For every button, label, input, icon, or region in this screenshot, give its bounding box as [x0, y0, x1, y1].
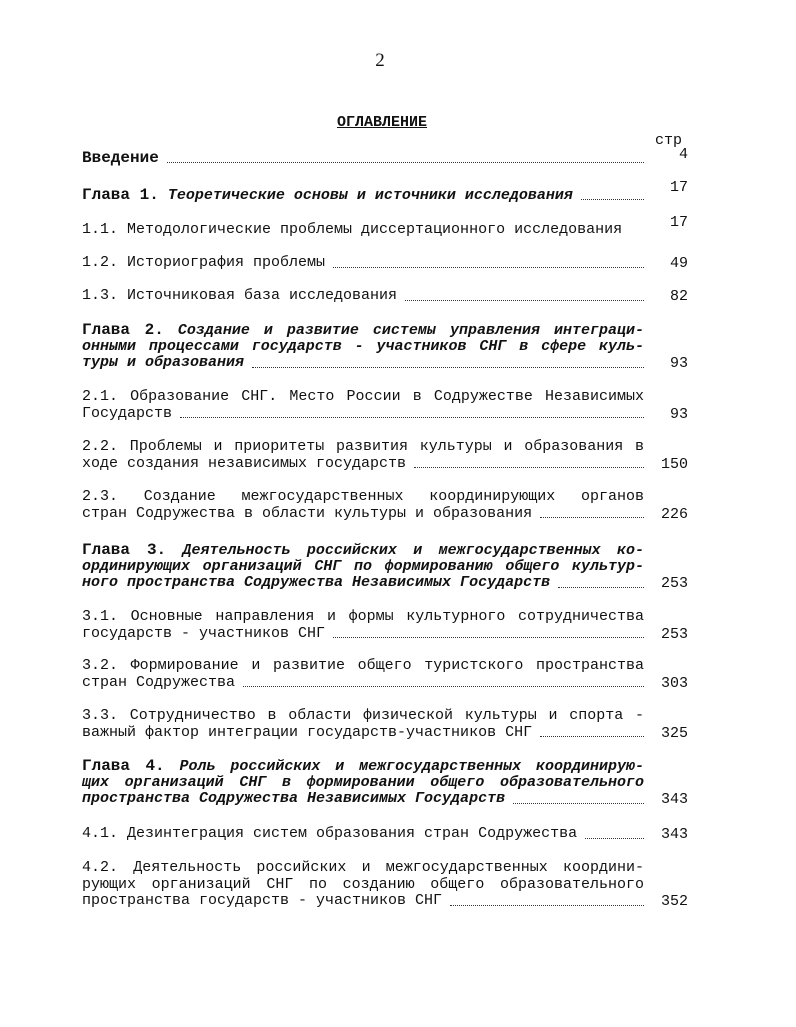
toc-line — [82, 542, 644, 559]
toc-page-number: 253 — [660, 625, 688, 643]
toc-line-text — [82, 338, 644, 355]
toc-section-entry — [82, 489, 688, 522]
toc-line-text: 4.1. Дезинтеграция систем образования стран Содружества — [82, 825, 578, 842]
toc-section-entry — [82, 860, 688, 910]
toc-chapter-entry — [82, 542, 688, 592]
toc-line — [82, 439, 644, 456]
toc-line-text: рующих организаций СНГ по созданию общего образовательного — [82, 875, 644, 893]
chapter-title: Создание и развитие системы управления интеграци- — [177, 322, 644, 339]
toc-section-entry — [82, 288, 688, 305]
toc-page-number: 4 — [678, 146, 688, 163]
toc-line — [82, 559, 644, 576]
toc-section-entry — [82, 658, 688, 691]
toc-line — [82, 758, 644, 775]
toc-page-number: 343 — [660, 791, 688, 809]
toc-line-text: пространства государств - участников СНГ — [82, 892, 443, 910]
chapter-title: щих организаций СНГ в формировании общего образовательного — [82, 773, 644, 791]
page-number: 2 — [375, 50, 385, 71]
toc-line-text — [82, 150, 159, 167]
dot-leader — [450, 904, 644, 906]
toc-line-text: 2.2. Проблемы и приоритеты развития культуры и образования в — [82, 438, 644, 455]
toc-line — [82, 775, 644, 792]
toc-line — [82, 893, 644, 910]
dot-leader — [558, 586, 644, 588]
dot-leader — [540, 735, 644, 737]
toc-page-number: 352 — [660, 893, 688, 911]
toc-line-text: 2.1. Образование СНГ. Место России в Содружестве Независимых — [82, 388, 644, 405]
chapter-title: пространства Содружества Независимых Государств — [82, 790, 506, 808]
toc-page-number: 325 — [660, 724, 688, 742]
chapter-title: Теоретические основы и источники исследования — [167, 187, 573, 204]
toc-line — [82, 222, 644, 239]
dot-leader — [581, 198, 644, 200]
toc-line — [82, 708, 644, 725]
toc-line-text: 3.3. Сотрудничество в области физической культуры и спорта - — [82, 707, 644, 724]
toc-page-number: 150 — [660, 455, 688, 473]
toc-line — [82, 506, 644, 523]
toc-line — [82, 877, 644, 894]
chapter-title: туры и образования — [82, 354, 245, 372]
toc-page-number: 93 — [669, 405, 688, 423]
chapter-title: Деятельность российских и межгосударственных ко- — [182, 542, 644, 559]
toc-line-text: государств - участников СНГ — [82, 624, 326, 642]
chapter-label: Глава 3. — [82, 541, 167, 559]
toc-title: ОГЛАВЛЕНИЕ — [336, 114, 427, 131]
dot-leader — [540, 516, 644, 518]
toc-chapter-entry — [82, 758, 688, 808]
toc-section-entry — [82, 214, 688, 239]
toc-line — [82, 255, 644, 272]
toc-line-text: стран Содружества — [82, 673, 236, 691]
toc-line-text: 1.2. Историография проблемы — [82, 254, 326, 271]
toc-page-number: 303 — [660, 674, 688, 692]
toc-section-entry — [82, 708, 688, 741]
dot-leader — [180, 416, 644, 418]
toc-line — [82, 389, 644, 406]
toc-line-text — [82, 774, 644, 791]
toc-page-number: 17 — [669, 179, 688, 196]
toc-line-text: 4.2. Деятельность российских и межгосударственных координи- — [82, 859, 644, 876]
toc-line — [82, 288, 644, 305]
dot-leader — [513, 802, 644, 804]
dot-leader — [252, 366, 644, 368]
dot-leader — [333, 636, 644, 638]
toc-page-number: 82 — [669, 288, 688, 305]
chapter-title: ного пространства Содружества Независимых Государств — [82, 574, 551, 592]
toc-section-entry — [82, 255, 688, 272]
toc-line-text — [82, 187, 573, 204]
dot-leader — [405, 299, 644, 301]
toc-line — [82, 791, 644, 808]
toc-line — [82, 860, 644, 877]
dot-leader — [585, 837, 644, 839]
toc-line — [82, 658, 644, 675]
toc-line-text — [82, 542, 644, 559]
toc-section-entry — [82, 439, 688, 472]
toc-chapter-entry — [82, 322, 688, 372]
dot-leader — [333, 266, 644, 268]
toc-line — [82, 322, 644, 339]
chapter-title: Роль российских и межгосударственных координирую- — [179, 758, 644, 775]
toc-line-text: 1.1. Методологические проблемы диссертационного исследования — [82, 221, 623, 238]
page-column-label: стр — [655, 132, 683, 149]
chapter-label: Введение — [82, 149, 159, 167]
toc-line — [82, 150, 644, 167]
toc-line — [82, 489, 644, 506]
toc-page-number: 93 — [669, 355, 688, 373]
toc-line-text — [82, 791, 505, 808]
dot-leader — [167, 161, 644, 163]
toc-chapter-entry — [82, 146, 688, 167]
chapter-title: ординирующих организаций СНГ по формированию общего культур- — [82, 557, 644, 575]
chapter-label: Глава 4. — [82, 757, 165, 775]
toc-line — [82, 826, 644, 843]
toc-page-number: 17 — [669, 214, 688, 231]
toc-section-entry — [82, 826, 688, 843]
toc-line-text — [82, 322, 644, 339]
toc-line-text: стран Содружества в области культуры и образования — [82, 504, 533, 522]
toc-line — [82, 406, 644, 423]
toc-page-number: 49 — [669, 255, 688, 272]
toc-line-text: важный фактор интеграции государств-участников СНГ — [82, 723, 533, 741]
toc-line-text: 3.1. Основные направления и формы культурного сотрудничества — [82, 608, 644, 625]
toc-line — [82, 609, 644, 626]
toc-line-text: ходе создания независимых государств — [82, 454, 407, 472]
toc-line-text: Государств — [82, 404, 173, 422]
toc-page-number: 253 — [660, 575, 688, 593]
toc-line — [82, 575, 644, 592]
toc-line — [82, 339, 644, 356]
toc-line-text: 3.2. Формирование и развитие общего туристского пространства — [82, 657, 644, 674]
toc-section-entry — [82, 389, 688, 422]
toc-line-text — [82, 558, 644, 575]
toc-line — [82, 675, 644, 692]
dot-leader — [414, 466, 644, 468]
toc-line — [82, 355, 644, 372]
toc-section-entry — [82, 609, 688, 642]
toc-line — [82, 626, 644, 643]
chapter-title: онными процессами государств - участников СНГ в сфере куль- — [82, 337, 644, 355]
toc-line-text: 1.3. Источниковая база исследования — [82, 287, 398, 304]
chapter-label: Глава 2. — [82, 321, 164, 339]
toc-page-number: 343 — [660, 826, 688, 843]
toc-line-text — [82, 758, 644, 775]
toc-line — [82, 187, 644, 204]
toc-page-number: 226 — [660, 505, 688, 523]
toc-line-text: 2.3. Создание межгосударственных координирующих органов — [82, 488, 644, 505]
toc-line-text — [82, 575, 550, 592]
chapter-label: Глава 1. — [82, 186, 159, 204]
dot-leader — [243, 685, 644, 687]
toc-chapter-entry — [82, 179, 688, 204]
toc-line — [82, 725, 644, 742]
toc-line-text — [82, 355, 244, 372]
toc-line — [82, 456, 644, 473]
